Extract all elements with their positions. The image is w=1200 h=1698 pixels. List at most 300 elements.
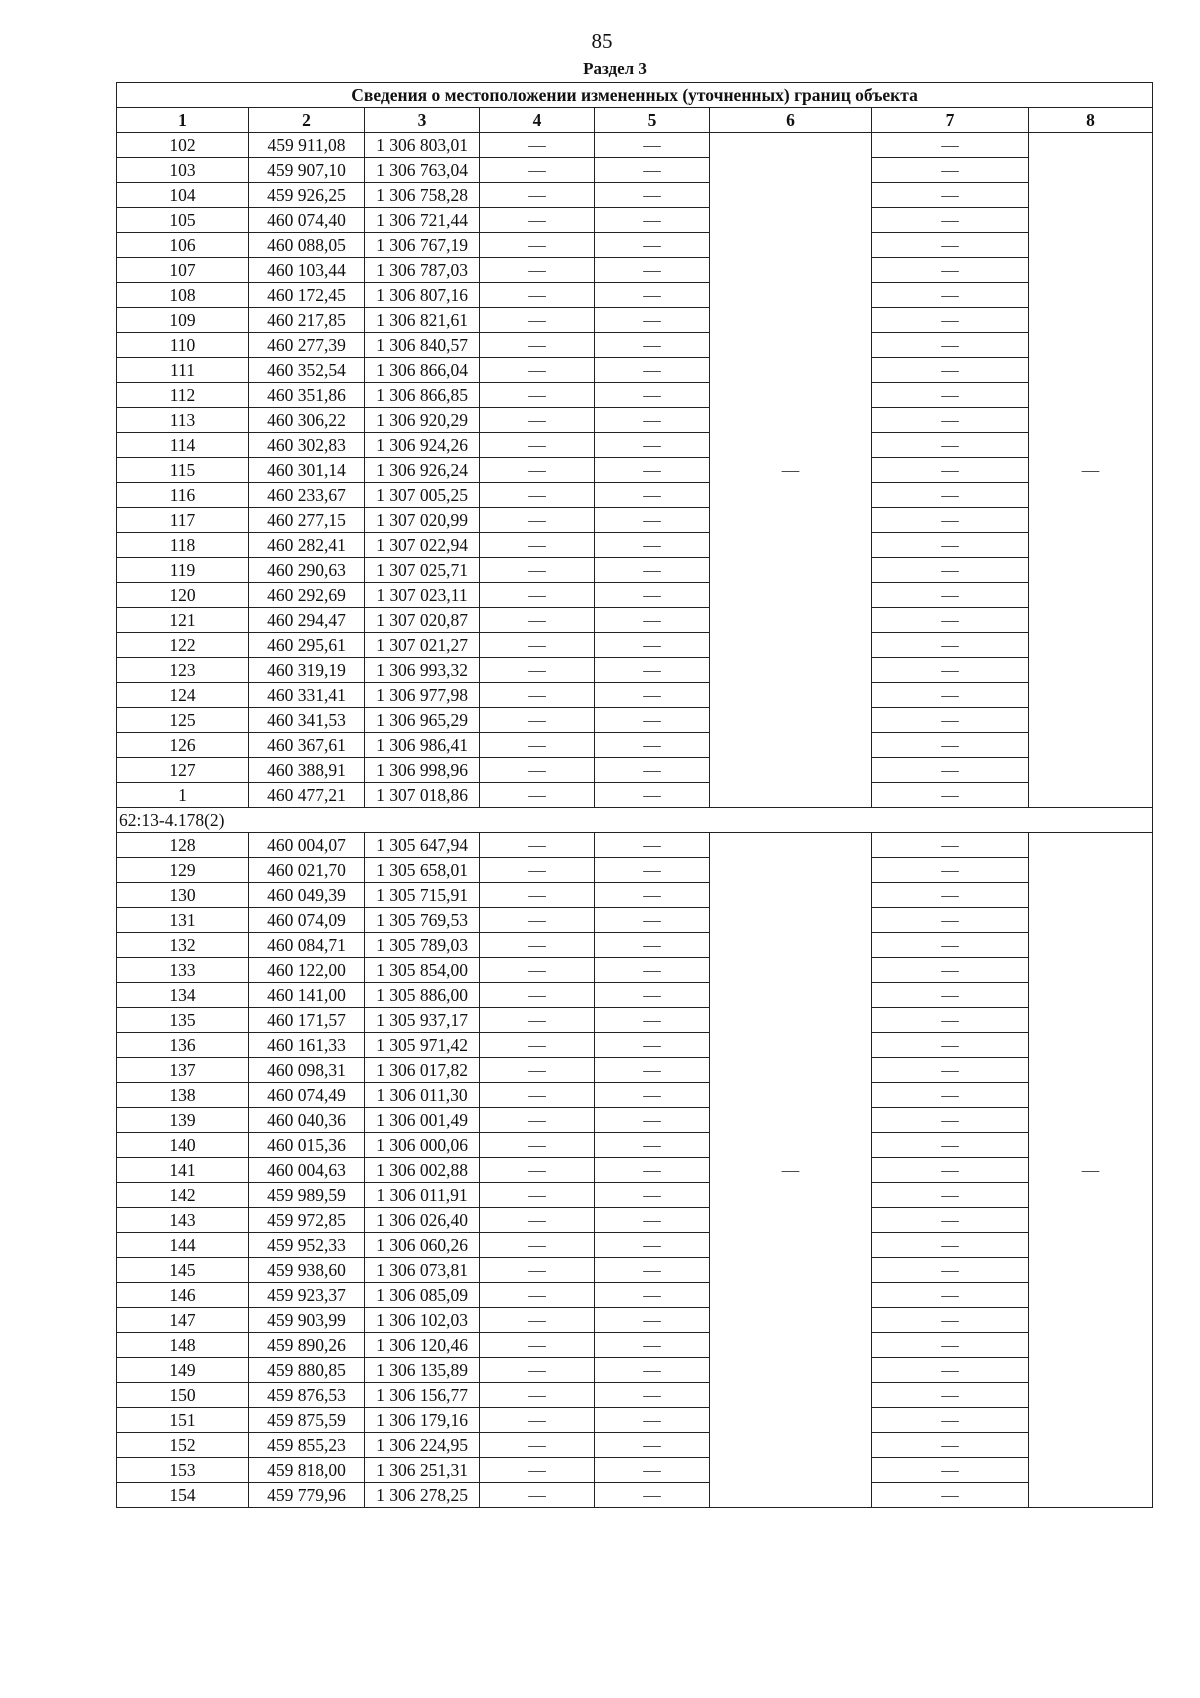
table-row — [116, 1007, 1152, 1032]
point-number-cell: 131 — [116, 907, 248, 932]
point-number-cell: 104 — [116, 182, 248, 207]
coordinate-x-cell: 460 331,41 — [248, 682, 364, 707]
group-label: 62:13-4.178(2) — [116, 807, 1152, 832]
col4-dash-cell: — — [479, 1307, 594, 1332]
col7-dash-cell: — — [871, 307, 1028, 332]
table-row — [116, 1082, 1152, 1107]
table-row — [116, 582, 1152, 607]
point-number-cell: 111 — [116, 357, 248, 382]
table-row — [116, 1107, 1152, 1132]
col5-dash-cell: — — [594, 1107, 709, 1132]
col5-dash-cell: — — [594, 857, 709, 882]
point-number-cell: 152 — [116, 1432, 248, 1457]
coordinate-x-cell: 460 088,05 — [248, 232, 364, 257]
col7-dash-cell: — — [871, 232, 1028, 257]
col5-dash-cell: — — [594, 1132, 709, 1157]
coordinate-y-cell: 1 306 251,31 — [364, 1457, 479, 1482]
point-number-cell: 136 — [116, 1032, 248, 1057]
coordinate-x-cell: 460 004,07 — [248, 832, 364, 857]
col5-dash-cell: — — [594, 507, 709, 532]
col4-dash-cell: — — [479, 1282, 594, 1307]
coordinate-y-cell: 1 307 022,94 — [364, 532, 479, 557]
point-number-cell: 118 — [116, 532, 248, 557]
table-row — [116, 1157, 1152, 1182]
coordinate-y-cell: 1 306 001,49 — [364, 1107, 479, 1132]
point-number-cell: 125 — [116, 707, 248, 732]
point-number-cell: 108 — [116, 282, 248, 307]
coordinate-x-cell: 460 277,15 — [248, 507, 364, 532]
col4-dash-cell: — — [479, 1482, 594, 1507]
col5-dash-cell: — — [594, 1482, 709, 1507]
coordinate-y-cell: 1 306 135,89 — [364, 1357, 479, 1382]
coordinate-y-cell: 1 306 224,95 — [364, 1432, 479, 1457]
coordinate-x-cell: 460 217,85 — [248, 307, 364, 332]
coordinate-x-cell: 460 277,39 — [248, 332, 364, 357]
coordinate-x-cell: 460 021,70 — [248, 857, 364, 882]
point-number-cell: 129 — [116, 857, 248, 882]
coordinate-x-cell: 459 903,99 — [248, 1307, 364, 1332]
coordinate-x-cell: 459 989,59 — [248, 1182, 364, 1207]
coordinate-x-cell: 460 171,57 — [248, 1007, 364, 1032]
col5-dash-cell: — — [594, 782, 709, 807]
col5-dash-cell: — — [594, 382, 709, 407]
point-number-cell: 137 — [116, 1057, 248, 1082]
col5-dash-cell: — — [594, 682, 709, 707]
point-number-cell: 130 — [116, 882, 248, 907]
coordinate-x-cell: 459 876,53 — [248, 1382, 364, 1407]
col5-dash-cell: — — [594, 732, 709, 757]
col7-dash-cell: — — [871, 282, 1028, 307]
point-number-cell: 148 — [116, 1332, 248, 1357]
col7-dash-cell: — — [871, 1332, 1028, 1357]
col7-dash-cell: — — [871, 1257, 1028, 1282]
col6-merged-cell: — — [709, 132, 871, 807]
coordinate-x-cell: 460 049,39 — [248, 882, 364, 907]
coordinate-y-cell: 1 306 926,24 — [364, 457, 479, 482]
coordinate-y-cell: 1 307 005,25 — [364, 482, 479, 507]
col7-dash-cell: — — [871, 857, 1028, 882]
coordinate-x-cell: 460 301,14 — [248, 457, 364, 482]
col5-dash-cell: — — [594, 182, 709, 207]
col4-dash-cell: — — [479, 1082, 594, 1107]
coordinate-y-cell: 1 306 965,29 — [364, 707, 479, 732]
coordinate-x-cell: 459 779,96 — [248, 1482, 364, 1507]
point-number-cell: 113 — [116, 407, 248, 432]
col4-dash-cell: — — [479, 207, 594, 232]
col7-dash-cell: — — [871, 632, 1028, 657]
coordinate-y-cell: 1 306 120,46 — [364, 1332, 479, 1357]
coordinate-x-cell: 459 972,85 — [248, 1207, 364, 1232]
point-number-cell: 106 — [116, 232, 248, 257]
point-number-cell: 109 — [116, 307, 248, 332]
col5-dash-cell: — — [594, 232, 709, 257]
table-row — [116, 907, 1152, 932]
col7-dash-cell: — — [871, 432, 1028, 457]
coordinate-x-cell: 460 302,83 — [248, 432, 364, 457]
point-number-cell: 103 — [116, 157, 248, 182]
point-number-cell: 120 — [116, 582, 248, 607]
table-row — [116, 1382, 1152, 1407]
col7-dash-cell: — — [871, 132, 1028, 157]
column-number: 6 — [709, 107, 871, 132]
col4-dash-cell: — — [479, 482, 594, 507]
point-number-cell: 132 — [116, 932, 248, 957]
col5-dash-cell: — — [594, 1457, 709, 1482]
table-row — [116, 1357, 1152, 1382]
coordinate-x-cell: 459 907,10 — [248, 157, 364, 182]
col5-dash-cell: — — [594, 1257, 709, 1282]
coordinate-y-cell: 1 306 017,82 — [364, 1057, 479, 1082]
col5-dash-cell: — — [594, 657, 709, 682]
coordinate-x-cell: 460 098,31 — [248, 1057, 364, 1082]
coordinate-y-cell: 1 305 854,00 — [364, 957, 479, 982]
col7-dash-cell: — — [871, 732, 1028, 757]
point-number-cell: 128 — [116, 832, 248, 857]
col5-dash-cell: — — [594, 257, 709, 282]
col4-dash-cell: — — [479, 607, 594, 632]
table-row — [116, 732, 1152, 757]
table-row — [116, 407, 1152, 432]
table-row — [116, 357, 1152, 382]
col7-dash-cell: — — [871, 1482, 1028, 1507]
col4-dash-cell: — — [479, 682, 594, 707]
table-caption: Сведения о местоположении измененных (уточненных) границ объекта — [116, 82, 1152, 107]
col5-dash-cell: — — [594, 1057, 709, 1082]
point-number-cell: 122 — [116, 632, 248, 657]
col7-dash-cell: — — [871, 532, 1028, 557]
col4-dash-cell: — — [479, 1157, 594, 1182]
table-row — [116, 182, 1152, 207]
col4-dash-cell: — — [479, 1432, 594, 1457]
col4-dash-cell: — — [479, 1057, 594, 1082]
coordinate-x-cell: 460 122,00 — [248, 957, 364, 982]
point-number-cell: 116 — [116, 482, 248, 507]
col7-dash-cell: — — [871, 957, 1028, 982]
coordinate-x-cell: 460 233,67 — [248, 482, 364, 507]
col7-dash-cell: — — [871, 357, 1028, 382]
col8-merged-cell: — — [1028, 832, 1152, 1507]
point-number-cell: 126 — [116, 732, 248, 757]
col5-dash-cell: — — [594, 1332, 709, 1357]
col4-dash-cell: — — [479, 782, 594, 807]
table-row — [116, 1057, 1152, 1082]
coordinate-y-cell: 1 306 011,30 — [364, 1082, 479, 1107]
point-number-cell: 144 — [116, 1232, 248, 1257]
col7-dash-cell: — — [871, 382, 1028, 407]
col4-dash-cell: — — [479, 1232, 594, 1257]
col4-dash-cell: — — [479, 232, 594, 257]
point-number-cell: 143 — [116, 1207, 248, 1232]
col4-dash-cell: — — [479, 307, 594, 332]
col5-dash-cell: — — [594, 882, 709, 907]
coordinate-x-cell: 460 172,45 — [248, 282, 364, 307]
coordinate-y-cell: 1 307 023,11 — [364, 582, 479, 607]
col7-dash-cell: — — [871, 1207, 1028, 1232]
col5-dash-cell: — — [594, 907, 709, 932]
col5-dash-cell: — — [594, 307, 709, 332]
col7-dash-cell: — — [871, 157, 1028, 182]
col5-dash-cell: — — [594, 407, 709, 432]
col7-dash-cell: — — [871, 882, 1028, 907]
table-row — [116, 532, 1152, 557]
coordinate-x-cell: 460 295,61 — [248, 632, 364, 657]
col5-dash-cell: — — [594, 1182, 709, 1207]
point-number-cell: 142 — [116, 1182, 248, 1207]
col7-dash-cell: — — [871, 1157, 1028, 1182]
table-row — [116, 432, 1152, 457]
coordinate-y-cell: 1 306 156,77 — [364, 1382, 479, 1407]
col5-dash-cell: — — [594, 707, 709, 732]
col7-dash-cell: — — [871, 1082, 1028, 1107]
point-number-cell: 117 — [116, 507, 248, 532]
col7-dash-cell: — — [871, 332, 1028, 357]
col7-dash-cell: — — [871, 907, 1028, 932]
table-row — [116, 1282, 1152, 1307]
col5-dash-cell: — — [594, 457, 709, 482]
col7-dash-cell: — — [871, 507, 1028, 532]
coordinate-y-cell: 1 306 073,81 — [364, 1257, 479, 1282]
coordinate-x-cell: 460 319,19 — [248, 657, 364, 682]
col7-dash-cell: — — [871, 457, 1028, 482]
coordinate-x-cell: 460 282,41 — [248, 532, 364, 557]
table-row — [116, 207, 1152, 232]
table-row — [116, 307, 1152, 332]
coordinate-y-cell: 1 306 866,04 — [364, 357, 479, 382]
table-row — [116, 1307, 1152, 1332]
table-row — [116, 857, 1152, 882]
section-title: Раздел 3 — [583, 59, 647, 78]
col5-dash-cell: — — [594, 1032, 709, 1057]
col7-dash-cell: — — [871, 1007, 1028, 1032]
coordinate-y-cell: 1 307 025,71 — [364, 557, 479, 582]
table-row — [116, 832, 1152, 857]
col4-dash-cell: — — [479, 1407, 594, 1432]
coordinate-y-cell: 1 306 924,26 — [364, 432, 479, 457]
col7-dash-cell: — — [871, 557, 1028, 582]
boundary-table-body — [116, 82, 1152, 1507]
table-row — [116, 482, 1152, 507]
coordinate-x-cell: 460 141,00 — [248, 982, 364, 1007]
coordinate-x-cell: 459 880,85 — [248, 1357, 364, 1382]
col5-dash-cell: — — [594, 1207, 709, 1232]
col4-dash-cell: — — [479, 582, 594, 607]
coordinate-y-cell: 1 306 807,16 — [364, 282, 479, 307]
col4-dash-cell: — — [479, 1457, 594, 1482]
coordinate-y-cell: 1 306 000,06 — [364, 1132, 479, 1157]
coordinate-x-cell: 460 084,71 — [248, 932, 364, 957]
coordinate-x-cell: 459 875,59 — [248, 1407, 364, 1432]
point-number-cell: 141 — [116, 1157, 248, 1182]
col4-dash-cell: — — [479, 357, 594, 382]
col5-dash-cell: — — [594, 432, 709, 457]
col4-dash-cell: — — [479, 507, 594, 532]
col4-dash-cell: — — [479, 757, 594, 782]
coordinate-y-cell: 1 307 021,27 — [364, 632, 479, 657]
table-row — [116, 557, 1152, 582]
column-number: 5 — [594, 107, 709, 132]
col7-dash-cell: — — [871, 982, 1028, 1007]
point-number-cell: 135 — [116, 1007, 248, 1032]
col5-dash-cell: — — [594, 557, 709, 582]
table-row — [116, 682, 1152, 707]
col7-dash-cell: — — [871, 832, 1028, 857]
col4-dash-cell: — — [479, 882, 594, 907]
col7-dash-cell: — — [871, 207, 1028, 232]
page-number: 85 — [591, 29, 613, 53]
table-caption-row — [116, 82, 1152, 107]
col7-dash-cell: — — [871, 407, 1028, 432]
table-row — [116, 757, 1152, 782]
coordinate-x-cell: 459 952,33 — [248, 1232, 364, 1257]
coordinate-y-cell: 1 306 026,40 — [364, 1207, 479, 1232]
point-number-cell: 115 — [116, 457, 248, 482]
coordinate-x-cell: 460 351,86 — [248, 382, 364, 407]
coordinate-y-cell: 1 306 803,01 — [364, 132, 479, 157]
point-number-cell: 140 — [116, 1132, 248, 1157]
coordinate-x-cell: 460 292,69 — [248, 582, 364, 607]
col5-dash-cell: — — [594, 1282, 709, 1307]
coordinate-y-cell: 1 306 986,41 — [364, 732, 479, 757]
table-row — [116, 332, 1152, 357]
col4-dash-cell: — — [479, 432, 594, 457]
point-number-cell: 102 — [116, 132, 248, 157]
coordinate-x-cell: 459 855,23 — [248, 1432, 364, 1457]
table-row — [116, 1407, 1152, 1432]
col7-dash-cell: — — [871, 1232, 1028, 1257]
coordinate-y-cell: 1 306 085,09 — [364, 1282, 479, 1307]
point-number-cell: 153 — [116, 1457, 248, 1482]
col4-dash-cell: — — [479, 657, 594, 682]
col7-dash-cell: — — [871, 1282, 1028, 1307]
coordinate-x-cell: 459 926,25 — [248, 182, 364, 207]
col5-dash-cell: — — [594, 607, 709, 632]
coordinate-x-cell: 459 938,60 — [248, 1257, 364, 1282]
col4-dash-cell: — — [479, 1382, 594, 1407]
table-row — [116, 232, 1152, 257]
col7-dash-cell: — — [871, 932, 1028, 957]
coordinate-x-cell: 460 015,36 — [248, 1132, 364, 1157]
col7-dash-cell: — — [871, 707, 1028, 732]
point-number-cell: 105 — [116, 207, 248, 232]
col7-dash-cell: — — [871, 782, 1028, 807]
point-number-cell: 149 — [116, 1357, 248, 1382]
col4-dash-cell: — — [479, 932, 594, 957]
col7-dash-cell: — — [871, 1382, 1028, 1407]
table-row — [116, 1032, 1152, 1057]
col4-dash-cell: — — [479, 332, 594, 357]
col5-dash-cell: — — [594, 932, 709, 957]
column-number: 3 — [364, 107, 479, 132]
col5-dash-cell: — — [594, 1232, 709, 1257]
table-row — [116, 507, 1152, 532]
col5-dash-cell: — — [594, 332, 709, 357]
col4-dash-cell: — — [479, 832, 594, 857]
col4-dash-cell: — — [479, 457, 594, 482]
col4-dash-cell: — — [479, 1182, 594, 1207]
coordinate-x-cell: 460 290,63 — [248, 557, 364, 582]
coordinate-y-cell: 1 306 993,32 — [364, 657, 479, 682]
table-row — [116, 1182, 1152, 1207]
coordinate-x-cell: 460 388,91 — [248, 757, 364, 782]
col4-dash-cell: — — [479, 707, 594, 732]
coordinate-y-cell: 1 306 866,85 — [364, 382, 479, 407]
coordinate-y-cell: 1 305 769,53 — [364, 907, 479, 932]
point-number-cell: 123 — [116, 657, 248, 682]
col5-dash-cell: — — [594, 1157, 709, 1182]
coordinate-x-cell: 460 341,53 — [248, 707, 364, 732]
coordinate-x-cell: 460 103,44 — [248, 257, 364, 282]
col7-dash-cell: — — [871, 1432, 1028, 1457]
coordinate-y-cell: 1 306 787,03 — [364, 257, 479, 282]
col5-dash-cell: — — [594, 957, 709, 982]
col5-dash-cell: — — [594, 757, 709, 782]
point-number-cell: 110 — [116, 332, 248, 357]
col5-dash-cell: — — [594, 1357, 709, 1382]
table-row — [116, 1482, 1152, 1507]
column-number: 7 — [871, 107, 1028, 132]
coordinate-x-cell: 459 818,00 — [248, 1457, 364, 1482]
coordinate-y-cell: 1 307 020,87 — [364, 607, 479, 632]
col5-dash-cell: — — [594, 157, 709, 182]
col4-dash-cell: — — [479, 557, 594, 582]
col4-dash-cell: — — [479, 407, 594, 432]
coordinate-y-cell: 1 306 278,25 — [364, 1482, 479, 1507]
coordinate-y-cell: 1 305 715,91 — [364, 882, 479, 907]
coordinate-x-cell: 460 367,61 — [248, 732, 364, 757]
table-row — [116, 782, 1152, 807]
col7-dash-cell: — — [871, 257, 1028, 282]
point-number-cell: 119 — [116, 557, 248, 582]
col4-dash-cell: — — [479, 282, 594, 307]
coordinate-x-cell: 460 161,33 — [248, 1032, 364, 1057]
col7-dash-cell: — — [871, 1407, 1028, 1432]
col7-dash-cell: — — [871, 1307, 1028, 1332]
col7-dash-cell: — — [871, 1457, 1028, 1482]
coordinate-y-cell: 1 307 020,99 — [364, 507, 479, 532]
point-number-cell: 138 — [116, 1082, 248, 1107]
point-number-cell: 154 — [116, 1482, 248, 1507]
point-number-cell: 121 — [116, 607, 248, 632]
table-row — [116, 382, 1152, 407]
column-number-row — [116, 107, 1152, 132]
coordinate-x-cell: 460 074,40 — [248, 207, 364, 232]
col4-dash-cell: — — [479, 532, 594, 557]
coordinate-y-cell: 1 305 886,00 — [364, 982, 479, 1007]
col5-dash-cell: — — [594, 632, 709, 657]
coordinate-y-cell: 1 305 647,94 — [364, 832, 479, 857]
coordinate-y-cell: 1 306 002,88 — [364, 1157, 479, 1182]
col7-dash-cell: — — [871, 1182, 1028, 1207]
coordinate-y-cell: 1 306 060,26 — [364, 1232, 479, 1257]
table-row — [116, 957, 1152, 982]
col4-dash-cell: — — [479, 1257, 594, 1282]
point-number-cell: 112 — [116, 382, 248, 407]
point-number-cell: 145 — [116, 1257, 248, 1282]
point-number-cell: 114 — [116, 432, 248, 457]
coordinate-x-cell: 460 040,36 — [248, 1107, 364, 1132]
table-row — [116, 1457, 1152, 1482]
coordinate-y-cell: 1 306 179,16 — [364, 1407, 479, 1432]
table-row — [116, 1207, 1152, 1232]
coordinate-y-cell: 1 306 840,57 — [364, 332, 479, 357]
coordinate-x-cell: 459 923,37 — [248, 1282, 364, 1307]
col7-dash-cell: — — [871, 482, 1028, 507]
table-row — [116, 1132, 1152, 1157]
col7-dash-cell: — — [871, 1107, 1028, 1132]
coordinate-y-cell: 1 305 789,03 — [364, 932, 479, 957]
group-label-row — [116, 807, 1152, 832]
coordinate-y-cell: 1 306 920,29 — [364, 407, 479, 432]
